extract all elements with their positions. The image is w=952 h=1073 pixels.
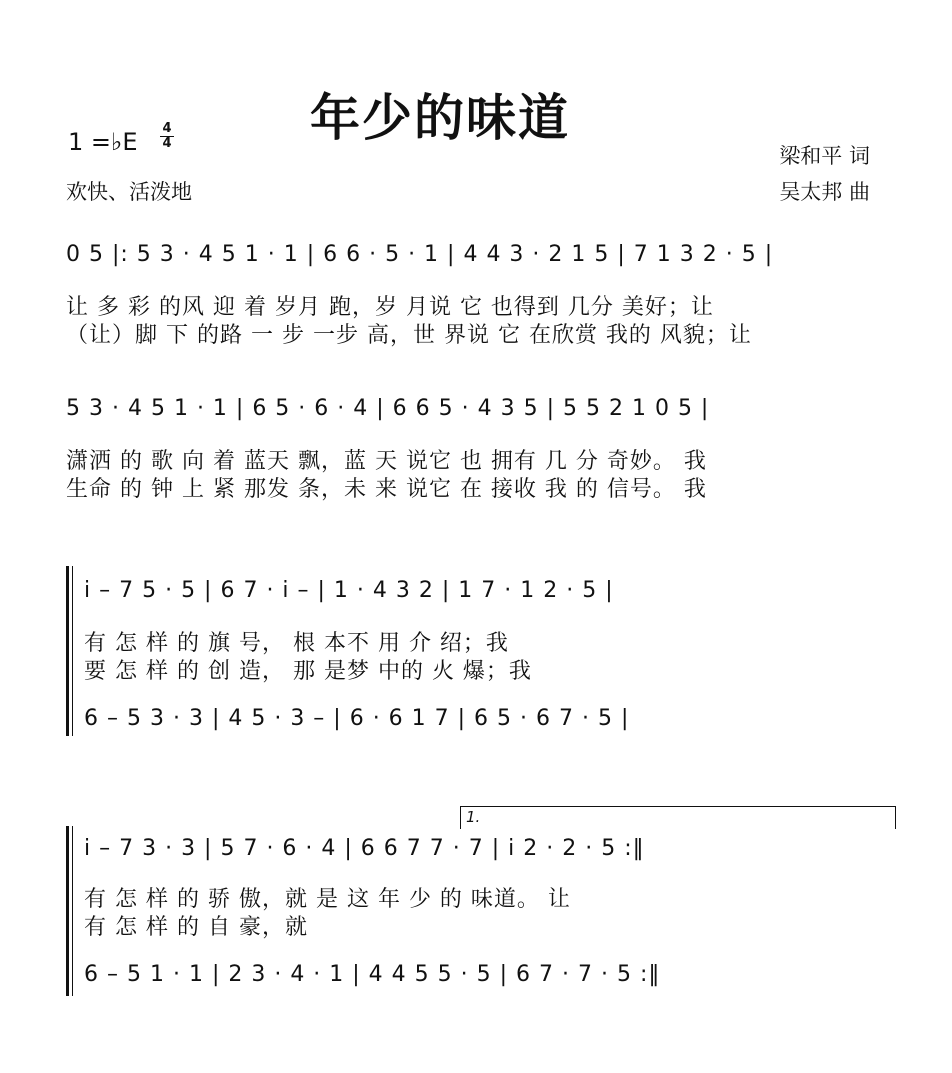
system-2-lyric-verse-2: 生命 的 钟 上 紧 那发 条，未 来 说它 在 接收 我 的 信号。 我 [66, 477, 707, 502]
lyricist-credit: 梁和平 词 [779, 144, 870, 168]
system-4-lyric-verse-1: 有 怎 样 的 骄 傲，就 是 这 年 少 的 味道。 让 [84, 887, 571, 912]
meter-top: 4 [162, 121, 172, 136]
system-1-lyric-verse-2: （让）脚 下 的路 一 步 一步 高，世 界说 它 在欣赏 我的 风貌；让 [66, 323, 752, 348]
system-2-notes: 5 3 · 4 5 1 · 1 | 6 5 · 6 · 4 | 6 6 5 · 4 3 5 | 5 5 2 1 0 5 | [66, 396, 710, 421]
time-signature [160, 122, 174, 151]
system-3-melody-notes: i – 7 5 · 5 | 6 7 · i – | 1 · 4 3 2 | 1 7 · 1 2 · 5 | [84, 578, 614, 603]
system-3-lyric-verse-2: 要 怎 样 的 创 造， 那 是梦 中的 火 爆；我 [84, 659, 532, 684]
system-4-bracket-thin [72, 826, 73, 996]
composer-credit: 吴太邦 曲 [779, 180, 870, 204]
system-3-harmony-notes: 6 – 5 3 · 3 | 4 5 · 3 – | 6 · 6 1 7 | 6 5 · 6 7 · 5 | [84, 706, 630, 731]
tempo-marking: 欢快、活泼地 [66, 180, 192, 204]
system-4-melody-notes: i – 7 3 · 3 | 5 7 · 6 · 4 | 6 6 7 7 · 7 | i 2 · 2 · 5 :‖ [84, 836, 645, 861]
system-1-lyric-verse-1: 让 多 彩 的风 迎 着 岁月 跑，岁 月说 它 也得到 几分 美好；让 [66, 295, 714, 320]
system-4-harmony-notes: 6 – 5 1 · 1 | 2 3 · 4 · 1 | 4 4 5 5 · 5 | 6 7 · 7 · 5 :‖ [84, 962, 661, 987]
system-2-lyric-verse-1: 潇洒 的 歌 向 着 蓝天 飘，蓝 天 说它 也 拥有 几 分 奇妙。 我 [66, 449, 707, 474]
meter-bottom: 4 [162, 136, 172, 151]
system-1-notes: 0 5 |: 5 3 · 4 5 1 · 1 | 6 6 · 5 · 1 | 4 4 3 · 2 1 5 | 7 1 3 2 · 5 | [66, 242, 774, 267]
system-4-lyric-verse-2: 有 怎 样 的 自 豪，就 [84, 915, 308, 940]
system-4-bracket [66, 826, 69, 996]
song-title: 年少的味道 [310, 89, 570, 147]
system-3-lyric-verse-1: 有 怎 样 的 旗 号， 根 本不 用 介 绍；我 [84, 631, 509, 656]
first-ending-label: 1. [466, 808, 481, 826]
system-3-bracket-thin [72, 566, 73, 736]
first-ending-bracket [460, 806, 896, 829]
key-signature: 1 =♭E [68, 128, 138, 156]
system-3-bracket [66, 566, 69, 736]
